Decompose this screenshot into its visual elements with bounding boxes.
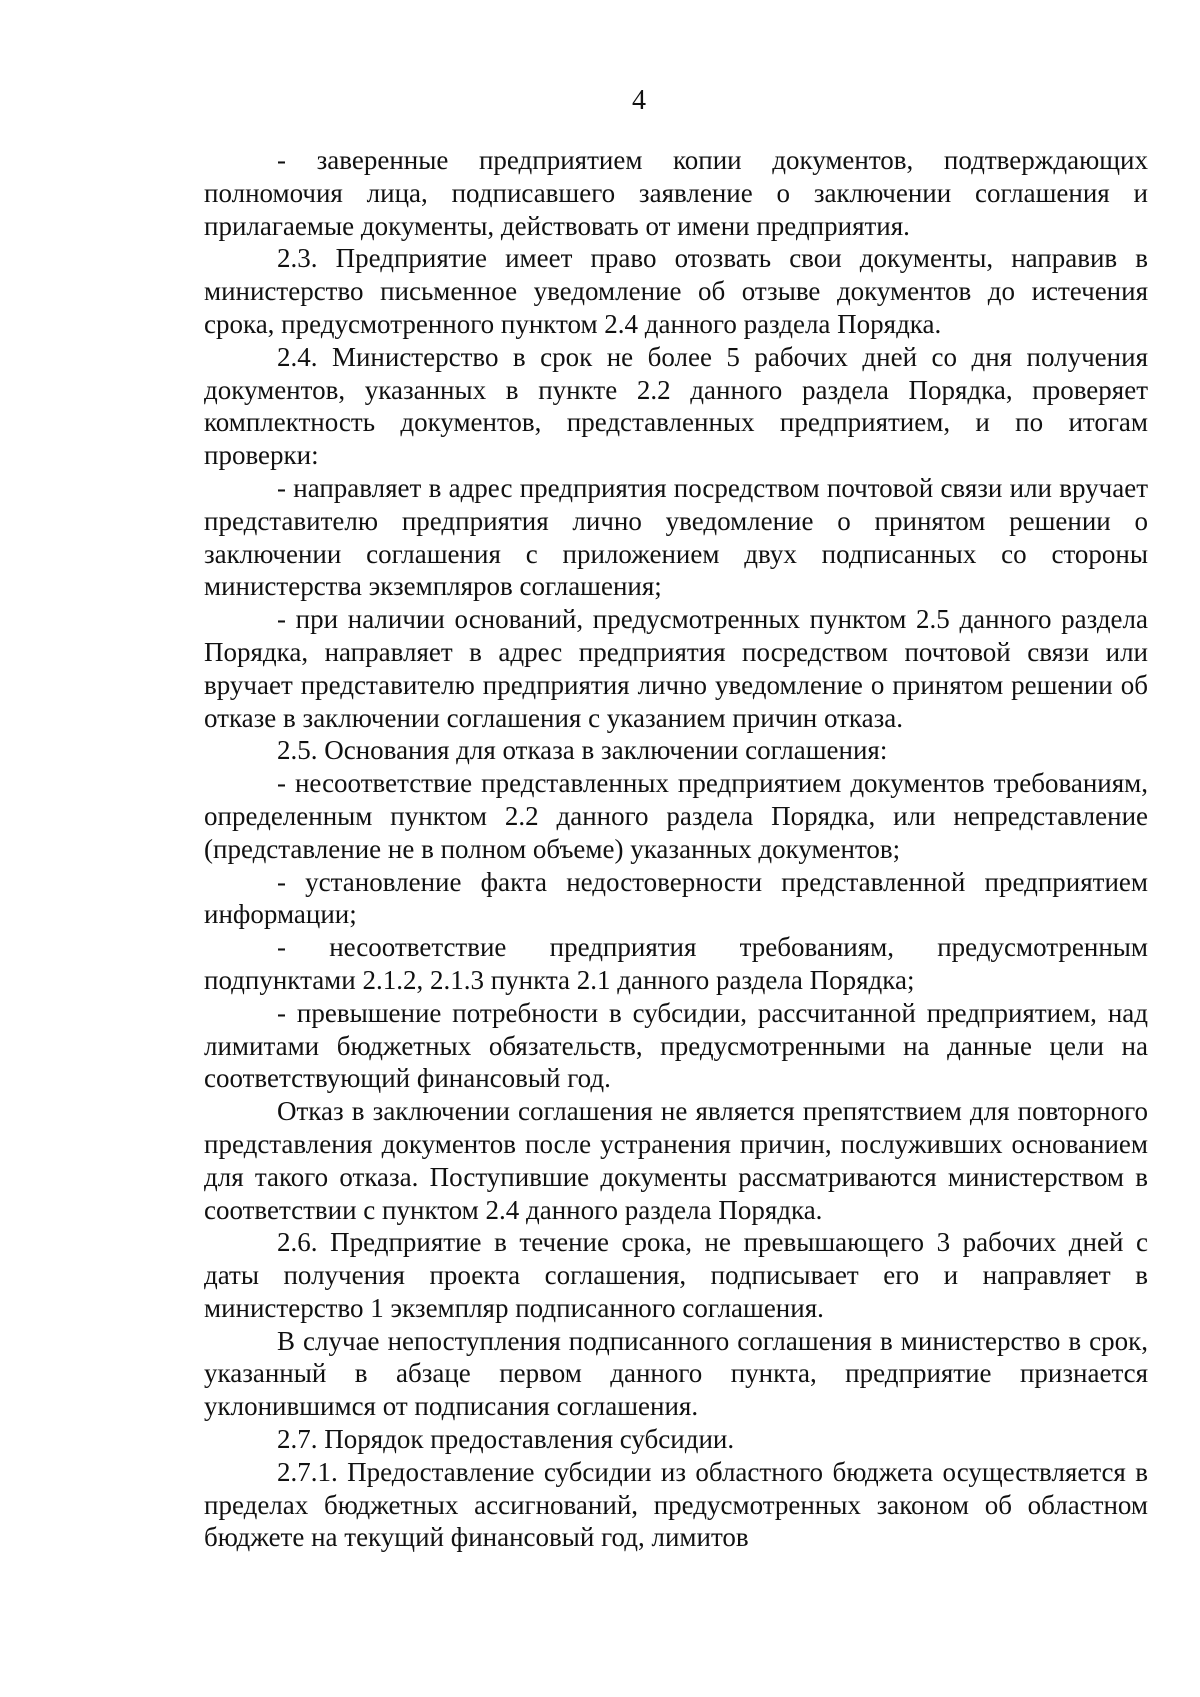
paragraph-2-5-false-information: - установление факта недостоверности представленной предприятием информации; [204,866,1148,930]
paragraph-2-5-limit-excess: - превышение потребности в субсидии, рассчитанной предприятием, над лимитами бюджетных обязательств, предусмотренными на данные цели на соответствующий финансовый год. [204,997,1148,1094]
paragraph-2-5-mismatch-documents: - несоответствие представленных предприятием документов требованиям, определенным пунктом 2.2 данного раздела Порядка, или непредставление (представление не в полном объеме) указанных документов; [204,768,1148,864]
paragraph-2-4-send-refusal: - при наличии оснований, предусмотренных пунктом 2.5 данного раздела Порядка, направляет в адрес предприятия посредством почтовой связи или вручает представителю предприятия лично уведомление о принятом решении об отказе в заключении соглашения с указанием причин отказа. [204,604,1148,733]
document-body [204,144,1148,1554]
page-number: 4 [632,85,646,116]
paragraph-2-6-evasion: В случае непоступления подписанного соглашения в министерство в срок, указанный в абзаце первом данного пункта, предприятие признается уклонившимся от подписания соглашения. [204,1325,1148,1422]
paragraph-2-4-send-decision: - направляет в адрес предприятия посредством почтовой связи или вручает представителю предприятия лично уведомление о принятом решении о заключении соглашения с приложением двух подписанных со стороны министерства экземпляров соглашения; [204,472,1148,602]
paragraph-2-6: 2.6. Предприятие в течение срока, не превышающего 3 рабочих дней с даты получения проекта соглашения, подписывает его и направляет в министерство 1 экземпляр подписанного соглашения. [204,1227,1148,1323]
paragraph-authority-copies: - заверенные предприятием копии документов, подтверждающих полномочия лица, подписавшего заявление о заключении соглашения и прилагаемые документы, действовать от имени предприятия. [204,145,1148,241]
paragraph-2-5: 2.5. Основания для отказа в заключении соглашения: [277,735,888,766]
paragraph-2-5-mismatch-requirements: - несоответствие предприятия требованиям, предусмотренным подпунктами 2.1.2, 2.1.3 пункта 2.1 данного раздела Порядка; [204,932,1148,995]
paragraph-2-4: 2.4. Министерство в срок не более 5 рабочих дней со дня получения документов, указанных в пункте 2.2 данного раздела Порядка, проверяет комплектность документов, представленных предприятием, и по итогам проверки: [204,341,1148,471]
paragraph-2-7-1: 2.7.1. Предоставление субсидии из областного бюджета осуществляется в пределах бюджетных ассигнований, предусмотренных законом об областном бюджете на текущий финансовый год, лимитов [204,1456,1148,1553]
paragraph-2-7: 2.7. Порядок предоставления субсидии. [277,1424,735,1455]
paragraph-2-3: 2.3. Предприятие имеет право отозвать свои документы, направив в министерство письменное уведомление об отзыве документов до истечения срока, предусмотренного пунктом 2.4 данного раздела Порядка. [204,243,1148,339]
paragraph-refusal-resubmission: Отказ в заключении соглашения не является препятствием для повторного представления документов после устранения причин, послуживших основанием для такого отказа. Поступившие документы рассматриваются министерством в соответствии с пунктом 2.4 данного раздела Порядка. [204,1096,1148,1225]
